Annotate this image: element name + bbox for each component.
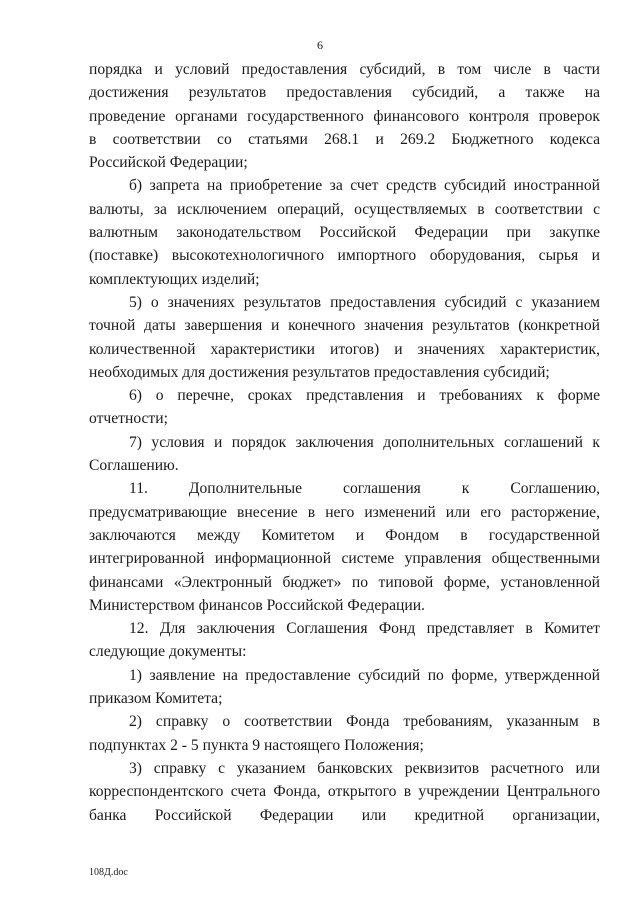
paragraph (89, 664, 600, 711)
text-line: (поставке) высокотехнологичного импортного оборудования, сырья и (89, 247, 600, 265)
document-body (89, 58, 600, 827)
paragraph (89, 384, 600, 431)
text-line: Соглашению. (89, 457, 179, 475)
text-line: количественной характеристики итогов) и значениях характеристик, (89, 340, 600, 358)
text-line: в соответствии со статьями 268.1 и 269.2 Бюджетного кодекса (89, 130, 600, 148)
page-number: 6 (317, 38, 323, 52)
text-line: 11. Дополнительные соглашения к Соглашению, (129, 480, 600, 498)
paragraph (89, 617, 600, 664)
text-line: комплектующих изделий; (89, 270, 260, 288)
paragraph (89, 291, 600, 384)
text-line: 1) заявление на предоставление субсидий по форме, утвержденной (129, 666, 600, 684)
text-line: б) запрета на приобретение за счет средств субсидий иностранной (129, 177, 600, 195)
text-line: точной даты завершения и конечного значения результатов (конкретной (89, 317, 600, 335)
text-line: интегрированной информационной системе управления общественными (89, 550, 600, 568)
text-line: корреспондентского счета Фонда, открытого в учреждении Центрального (89, 783, 600, 801)
text-line: следующие документы: (89, 643, 247, 661)
text-line: необходимых для достижения результатов предоставления субсидий; (89, 363, 550, 381)
text-line: 2) справку о соответствии Фонда требованиям, указанным в (129, 713, 600, 731)
paragraph (89, 174, 600, 290)
text-line: 6) о перечне, сроках представления и требованиях к форме (129, 387, 600, 405)
text-line: предусматривающие внесение в него изменений или его расторжение, (89, 503, 600, 521)
text-line: Министерством финансов Российской Федерации. (89, 596, 425, 614)
paragraph (89, 757, 600, 827)
paragraph (89, 710, 600, 757)
footer-filename: 108Д.doc (89, 867, 128, 878)
paragraph (89, 58, 600, 174)
text-line: валютным законодательством Российской Федерации при закупке (89, 224, 600, 242)
text-line: банка Российской Федерации или кредитной организации, (89, 806, 600, 824)
text-line: финансами «Электронный бюджет» по типовой форме, установленной (89, 573, 600, 591)
text-line: заключаются между Комитетом и Фондом в государственной (89, 526, 600, 544)
text-line: валюты, за исключением операций, осуществляемых в соответствии с (89, 200, 600, 218)
text-line: достижения результатов предоставления субсидий, а также на (89, 84, 600, 102)
text-line: 7) условия и порядок заключения дополнительных соглашений к (129, 433, 600, 451)
text-line: отчетности; (89, 410, 168, 428)
text-line: Российской Федерации; (89, 154, 248, 172)
text-line: 5) о значениях результатов предоставления субсидий с указанием (129, 293, 600, 311)
paragraph (89, 431, 600, 478)
text-line: приказом Комитета; (89, 690, 223, 708)
text-line: подпунктах 2 - 5 пункта 9 настоящего Положения; (89, 736, 424, 754)
text-line: 12. Для заключения Соглашения Фонд представляет в Комитет (129, 620, 600, 638)
text-line: 3) справку с указанием банковских реквизитов расчетного или (129, 759, 600, 777)
text-line: проведение органами государственного финансового контроля проверок (89, 107, 600, 125)
text-line: порядка и условий предоставления субсидий, в том числе в части (89, 61, 600, 78)
paragraph (89, 477, 600, 617)
